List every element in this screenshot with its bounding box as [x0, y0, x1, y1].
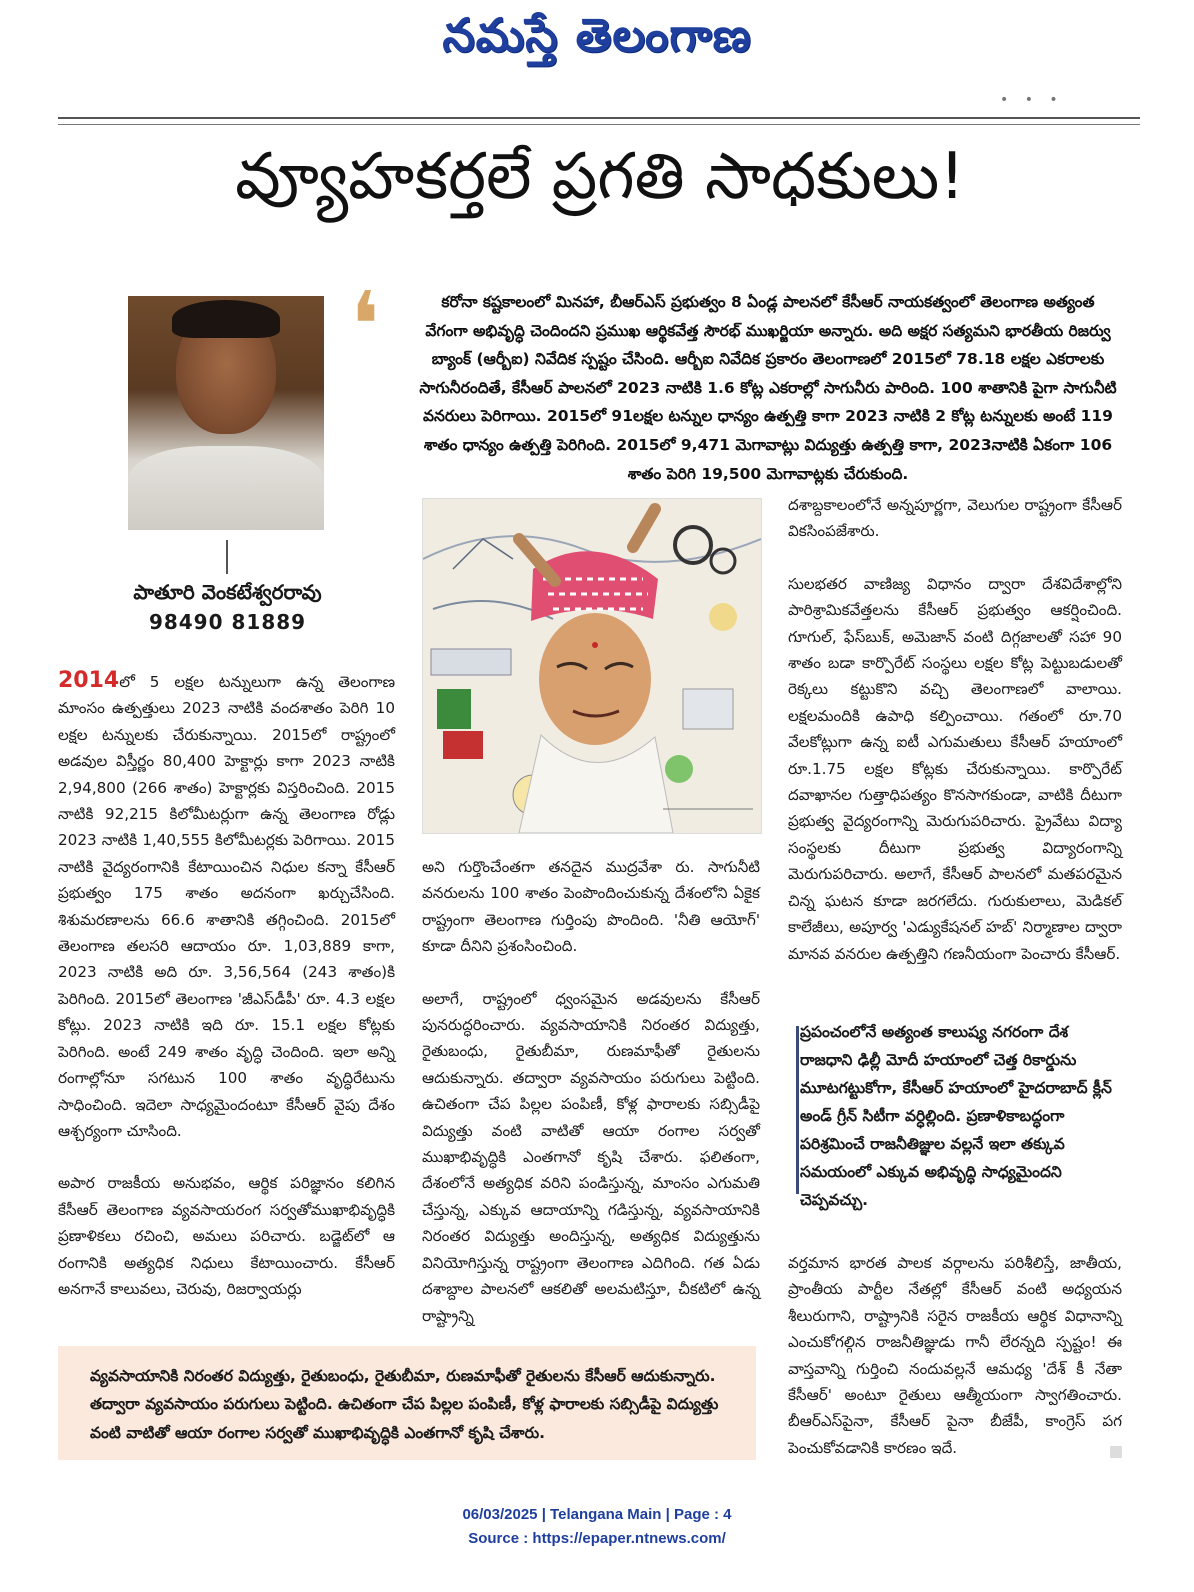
column-3-closing	[788, 1250, 1122, 1487]
column-3-paragraph-3: వర్తమాన భారత పాలక వర్గాలను పరిశీలిస్తే, జాతీయ, ప్రాంతీయ పార్టీల నేతల్లో కేసీఆర్ వంటి అధ్యయన శీలురుగాని, రాష్ట్రానికి సరైన రాజకీయ ఆర్థిక విధానాన్ని ఎంచుకోగల్గిన రాజనీతిజ్ఞుడు గానీ లేరన్నది స్పష్టం! ఈ వాస్తవాన్ని గుర్తించి నందువల్లనే ఆమధ్య 'దేశ్ కీ నేతా కేసీఆర్' అంటూ రైతులు ఆత్మీయంగా స్వాగతించారు. బీఆర్ఎస్‌పైనా, కేసీఆర్ పైనా బీజేపీ, కాంగ్రెస్ పగ పెంచుకోవడానికి కారణం ఇదే.	[788, 1254, 1122, 1457]
footer-edition-info: 06/03/2025 | Telangana Main | Page : 4	[462, 1506, 732, 1523]
highlight-text: వ్యవసాయానికి నిరంతర విద్యుత్తు, రైతుబంధు, రైతుబీమా, రుణమాఫీతో రైతులను కేసీఆర్ ఆదుకున్నారు. తద్వారా వ్యవసాయం పరుగులు పెట్టింది. ఉచితంగా చేప పిల్లల పంపిణీ, కోళ్ల ఫారాలకు సబ్సిడీపై విద్యుత్తు వంటి వాటితో ఆయా రంగాల సర్వతో ముఖాభివృద్ధికి ఎంతగానో కృషి చేశారు.	[90, 1367, 719, 1442]
drop-year: 2014	[58, 668, 120, 693]
pullquote: ప్రపంచంలోనే అత్యంత కాలుష్య నగరంగా దేశ రాజధాని ఢిల్లీ మోదీ హయాంలో చెత్త రికార్డును మూటగట్టుకోగా, కేసీఆర్ హయాంలో హైదరాబాద్ క్లీన్ అండ్ గ్రీన్ సిటీగా వర్ధిల్లింది. ప్రణాళికాబద్ధంగా పరిశ్రమించే రాజనీతిజ్ఞుల వల్లనే ఇలా తక్కువ సమయంలో ఎక్కువ అభివృద్ధి సాధ్యమైందని చెప్పవచ్చు.	[800, 1023, 1112, 1209]
column-1-text-1: లో 5 లక్షల టన్నులుగా ఉన్న తెలంగాణ మాంసం ఉత్పత్తులు 2023 నాటికి వందశాతం పెరిగి 10 లక్షల టన్నులకు చేరుకున్నాయి. 2015లో రాష్ట్రంలో అడవుల విస్తీర్ణం 80,400 హెక్టార్లు కాగా 2023 నాటికి 2,94,800 (266 శాతం) హెక్టార్లకు విస్తరించింది. 2015 నాటికి 92,215 కిలోమీటర్లుగా ఉన్న తెలంగాణ రోడ్లు 2023 నాటికి 1,40,555 కిలోమీటర్లకు పెరిగాయి. 2015 నాటికి వైద్యరంగానికి కేటాయించిన నిధుల కన్నా కేసీఆర్ ప్రభుత్వం 175 శాతం అదనంగా ఖర్చుచేసింది. శిశుమరణాలను 66.6 శాతానికి తగ్గించింది. 2015లో తెలంగాణ తలసరి ఆదాయం రూ. 1,03,889 కాగా, 2023 నాటికి అది రూ. 3,56,564 (243 శాతం)కి పెరిగింది. 2015లో తెలంగాణ 'జీఎస్‌డీపీ' రూ. 4.3 లక్షల కోట్లు. 2023 నాటికి ఇది రూ. 15.1 లక్షల కోట్లకు పెరిగింది. అంటే 249 శాతం వృద్ధి చెందింది. ఇలా అన్ని రంగాల్లోనూ సగటున 100 శాతం వృద్ధిరేటును సాధించింది. ఇదెలా సాధ్యమైందంటూ కేసీఆర్ వైపు దేశం ఆశ్చర్యంగా చూసింది.	[58, 673, 395, 1140]
column-3-paragraph-2: సులభతర వాణిజ్య విధానం ద్వారా దేశవిదేశాల్లోని పారిశ్రామికవేత్తలను కేసీఆర్ ప్రభుత్వం ఆకర్షించింది. గూగుల్, ఫేస్‌బుక్, అమెజాన్ వంటి దిగ్గజాలతో సహా 90 శాతం బడా కార్పొరేట్ సంస్థలు లక్షల కోట్ల పెట్టుబడులతో రెక్కలు కట్టుకొని వచ్చి తెలంగాణలో వాలాయి. లక్షలమందికి ఉపాధి కల్పించాయి. గతంలో రూ.70 వేలకోట్లుగా ఉన్న ఐటీ ఎగుమతులు కేసీఆర్ హయాంలో రూ.1.75 లక్షల కోట్లకు చేరుకున్నాయి. కార్పొరేట్ దవాఖానల గుత్తాధిపత్యం కొనసాగకుండా, వాటికి దీటుగా ప్రభుత్వ వైద్యరంగాన్ని మెరుగుపరిచారు. ప్రైవేటు విద్యా సంస్థలకు దీటుగా ప్రభుత్వ విద్యారంగాన్ని మెరుగుపరిచారు. అలాగే, కేసీఆర్ పాలనలో మతపరమైన చిన్న ఘటన కూడా జరగలేదు. గురుకులాలు, మెడికల్ కాలేజీలు, అపూర్వ 'ఎడ్యుకేషనల్ హబ్' నిర్మాణాల ద్వారా మానవ వనరుల ఉత్పత్తిని గణనీయంగా పెంచారు కేసీఆర్.	[788, 574, 1122, 963]
quote-mark-icon: ❛	[350, 272, 380, 379]
column-2-paragraph-2: అలాగే, రాష్ట్రంలో ధ్వంసమైన అడవులను కేసీఆర్ పునరుద్ధరించారు. వ్యవసాయానికి నిరంతర విద్యుత్తు, రైతుబంధు, రైతుబీమా, రుణమాఫీతో రైతులను ఆదుకున్నారు. తద్వారా వ్యవసాయం పరుగులు పెట్టింది. ఉచితంగా చేప పిల్లల పంపిణీ, కోళ్ల ఫారాలకు సబ్సిడీపై విద్యుత్తు వంటి వాటితో ఆయా రంగాల సర్వతో ముఖాభివృద్ధికి ఎంతగానో కృషి చేశారు. ఫలితంగా, దేశంలోనే అత్యధిక వరిని పండిస్తున్న, మాంసం ఎగుమతి చేస్తున్న, ఎక్కువ ఆదాయాన్ని గడిస్తున్న, వ్యవసాయానికి నిరంతర విద్యుత్తు అందిస్తున్న, అత్యధిక విద్యుత్తును వినియోగిస్తున్న రాష్ట్రంగా తెలంగాణ ఎదిగింది. గత ఏడు దశాబ్దాల పాలనలో ఆకలితో అలమటిస్తూ, చీకటిలో ఉన్న రాష్ట్రాన్ని	[422, 989, 760, 1325]
column-1-paragraph-1	[58, 668, 395, 1144]
lead-paragraph: కరోనా కష్టకాలంలో మినహా, బీఆర్ఎస్ ప్రభుత్వం 8 ఏండ్ల పాలనలో కేసీఆర్ నాయకత్వంలో తెలంగాణ అత్యంత వేగంగా అభివృద్ధి చెందిందని ప్రముఖ ఆర్థికవేత్త సౌరభ్ ముఖర్జియా అన్నారు. అది అక్షర సత్యమని భారతీయ రిజర్వు బ్యాంక్ (ఆర్బీఐ) నివేదిక స్పష్టం చేసింది. ఆర్బీఐ నివేదిక ప్రకారం తెలంగాణలో 2015లో 78.18 లక్షల ఎకరాలకు సాగునీరందితే, కేసీఆర్ పాలనలో 2023 నాటికి 1.6 కోట్ల ఎకరాల్లో సాగునీరు పారింది. 100 శాతానికి పైగా సాగునీటి వనరులు పెరిగాయి. 2015లో 91లక్షల టన్నుల ధాన్యం ఉత్పత్తి కాగా 2023 నాటికి 2 కోట్ల టన్నులకు అంటే 119 శాతం ధాన్యం ఉత్పత్తి పెరిగింది. 2015లో 9,471 మెగావాట్లు విద్యుత్తు ఉత్పత్తి కాగా, 2023నాటికి ఏకంగా 106 శాతం పెరిగి 19,500 మెగావాట్లకు చేరుకుంది.	[419, 293, 1117, 483]
column-1-paragraph-2: అపార రాజకీయ అనుభవం, ఆర్థిక పరిజ్ఞానం కలిగిన కేసీఆర్ తెలంగాణ వ్యవసాయరంగ సర్వతోముఖాభివృద్ధికి ప్రణాళికలు రచించి, అమలు పరిచారు. బడ్జెట్‌లో ఆ రంగానికి అత్యధిక నిధులు కేటాయించారు. కేసీఆర్ అనగానే కాలువలు, చెరువు, రిజర్వాయర్లు	[58, 1174, 395, 1298]
article-illustration	[422, 498, 762, 834]
photo-shirt	[128, 446, 324, 530]
end-mark	[1110, 1446, 1122, 1458]
footer-source-link[interactable]: Source : https://epaper.ntnews.com/	[468, 1530, 726, 1547]
byline-divider	[226, 540, 228, 574]
author-name: పాతూరి వెంకటేశ్వరరావు	[133, 580, 322, 604]
column-2	[422, 854, 760, 1355]
header-rule	[58, 117, 1140, 119]
pullquote-bar	[796, 1026, 799, 1194]
column-1	[58, 668, 395, 1328]
header-dots: • • •	[1000, 92, 1064, 108]
author-phone: 98490 81889	[148, 610, 307, 634]
column-2-paragraph-1: అని గుర్తొంచేంతగా తనదైన ముద్రవేశా రు. సాగునీటి వనరులను 100 శాతం పెంపొందించుకున్న దేశంలోని ఏకైక రాష్ట్రంగా తెలంగాణ గుర్తింపు పొందింది. 'నీతి ఆయోగ్' కూడా దీనిని ప్రశంసించింది.	[422, 858, 760, 956]
photo-hair	[172, 300, 280, 338]
article-headline: వ్యూహకర్తలే ప్రగతి సాధకులు!	[235, 140, 965, 214]
column-3	[788, 492, 1122, 993]
column-3-paragraph-1: దశాబ్దకాలంలోనే అన్నపూర్ణగా, వెలుగుల రాష్ట్రంగా కేసీఆర్ వికసింపజేశారు.	[788, 496, 1122, 541]
masthead-logo: నమస్తే తెలంగాణ	[442, 8, 752, 62]
author-photo	[128, 296, 324, 530]
header-rule-thin	[58, 124, 1140, 125]
illustration-art	[423, 499, 761, 833]
